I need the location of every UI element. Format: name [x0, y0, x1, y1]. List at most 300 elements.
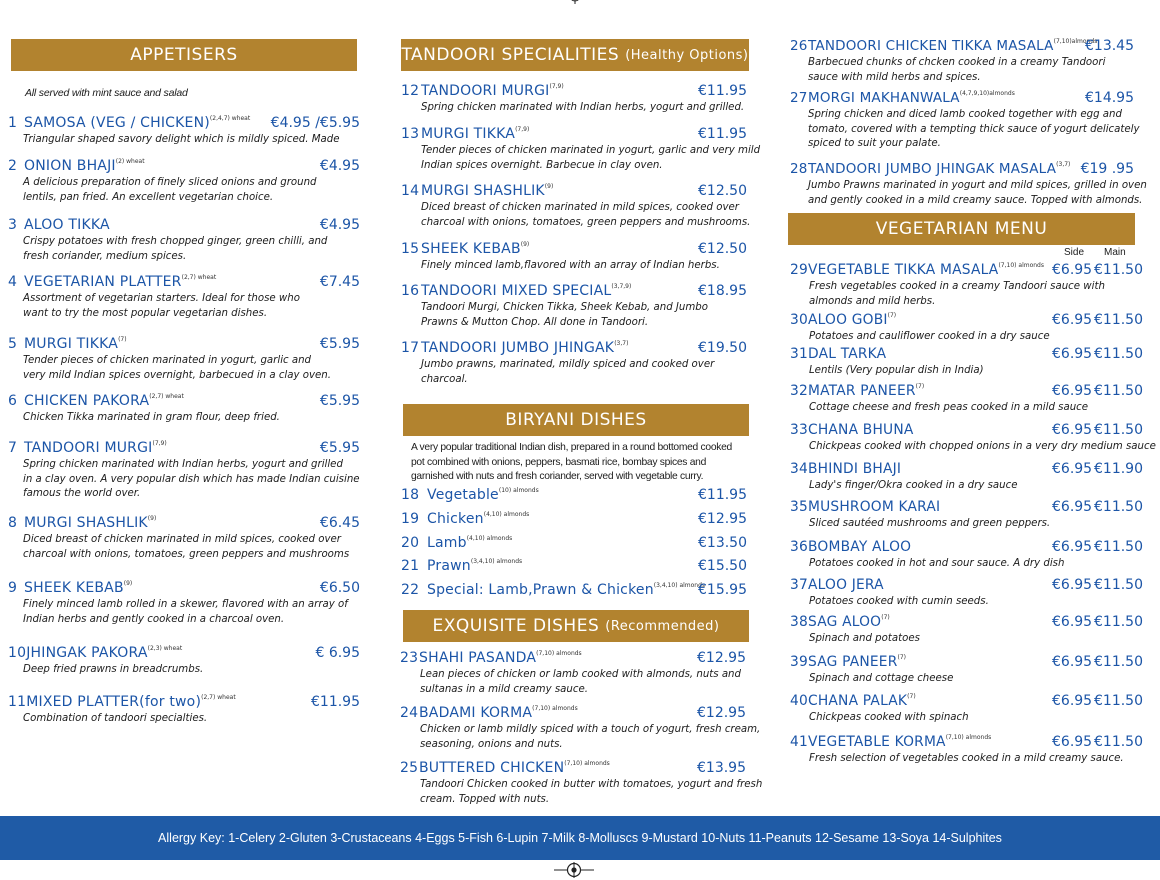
- dish-name-jhingak-pakora: JHINGAK PAKORA: [26, 645, 148, 661]
- menu-item-18: [401, 487, 747, 505]
- side-price: €6.95: [1052, 577, 1093, 593]
- menu-item-12: [401, 83, 747, 116]
- menu-item-25: [400, 760, 763, 807]
- menu-item-row: [790, 38, 1134, 56]
- dish-name-shahi-pasanda: SHAHI PASANDA: [419, 650, 537, 666]
- dish-name-tandoori-mixed-special: TANDOORI MIXED SPECIAL: [421, 283, 612, 299]
- dish-description: in a clay oven. A very popular dish which has made Indian cuisine: [23, 473, 360, 485]
- menu-item-name: [8, 694, 236, 710]
- menu-item-name: [790, 461, 901, 477]
- dish-description: spiced to suit your palate.: [808, 138, 941, 149]
- menu-item-number: 3: [8, 217, 18, 233]
- dish-name-sheek-kebab: SHEEK KEBAB: [421, 241, 521, 257]
- allergen-codes: (9): [544, 183, 554, 190]
- menu-item-name: [401, 83, 564, 99]
- main-price: €11.90: [1094, 461, 1143, 477]
- dish-description: Tandoori Chicken cooked in butter with tomatoes, yogurt and fresh: [420, 779, 763, 790]
- main-column-label: Main: [1104, 247, 1126, 258]
- dish-name-tandoori-chicken-tikka-masala: TANDOORI CHICKEN TIKKA MASALA: [808, 38, 1054, 54]
- menu-item-name: [401, 183, 553, 199]
- menu-item-row: [790, 499, 1143, 517]
- menu-item-number: 13: [401, 126, 420, 142]
- menu-item-27: [790, 90, 1140, 152]
- menu-item-row: [790, 346, 1143, 364]
- menu-item-row: [8, 158, 360, 176]
- menu-item-price: € 6.95: [315, 645, 360, 661]
- side-price: €6.95: [1052, 262, 1093, 278]
- menu-item-number: 16: [401, 283, 420, 299]
- menu-item-34: [790, 461, 1143, 494]
- main-price: €11.50: [1094, 654, 1143, 670]
- menu-item-number: 32: [790, 383, 808, 399]
- dish-description: Tender pieces of chicken marinated in yogurt, garlic and very mild: [421, 145, 761, 156]
- menu-item-name: [8, 115, 250, 131]
- menu-item-row: [790, 654, 1143, 672]
- menu-item-price: €6.50: [319, 580, 360, 596]
- menu-item-6: [8, 393, 360, 426]
- menu-item-2: [8, 158, 360, 205]
- menu-item-number: 29: [790, 262, 808, 278]
- menu-item-name: [401, 511, 529, 527]
- menu-item-name: [790, 539, 911, 555]
- dish-name-badami-korma: BADAMI KORMA: [419, 705, 533, 721]
- menu-item-name: [401, 487, 539, 503]
- menu-item-number: 25: [400, 760, 419, 776]
- dish-description: Spinach and cottage cheese: [809, 673, 954, 684]
- menu-item-price: €13.45: [1085, 38, 1134, 54]
- menu-item-name: [401, 340, 628, 356]
- dish-name-onion-bhaji: ONION BHAJI: [24, 158, 116, 174]
- menu-item-row: [401, 241, 747, 259]
- dish-description: Jumbo prawns, marinated, mildly spiced and cooked over: [421, 359, 715, 370]
- menu-item-number: 31: [790, 346, 808, 362]
- dish-description: Indian spices overnight. Barbecue in clay oven.: [421, 159, 663, 171]
- dish-description: sultanas in a mild creamy sauce.: [420, 683, 588, 695]
- dish-name-special-lamb-prawn-chicken: Special: Lamb,Prawn & Chicken: [427, 582, 654, 598]
- allergen-codes: (9): [123, 580, 133, 587]
- menu-item-row: [400, 650, 746, 668]
- menu-item-24: [400, 705, 761, 752]
- dish-description: seasoning, onions and nuts.: [420, 738, 563, 750]
- dish-name-murgi-tikka: MURGI TIKKA: [24, 336, 119, 352]
- dish-name-morgi-makhanwala: MORGI MAKHANWALA: [808, 90, 960, 106]
- menu-item-28: [790, 161, 1147, 208]
- allergen-codes: (7,9): [515, 126, 530, 133]
- menu-item-number: 9: [8, 580, 18, 596]
- menu-item-price: €11.95: [698, 126, 747, 142]
- menu-item-29: [790, 262, 1143, 309]
- main-price: €11.50: [1094, 734, 1143, 750]
- menu-item-4: [8, 274, 360, 321]
- dish-description: Potatoes cooked in hot and sour sauce. A dry dish: [809, 558, 1065, 569]
- allergy-key-band: [0, 816, 1160, 860]
- menu-item-8: [8, 515, 360, 562]
- dish-description: sauce with mild herbs and spices.: [808, 71, 981, 83]
- menu-item-name: [790, 383, 924, 399]
- menu-item-number: 1: [8, 115, 18, 131]
- menu-item-name: [8, 274, 216, 290]
- menu-item-number: 19: [401, 511, 420, 527]
- menu-item-row: [8, 515, 360, 533]
- menu-item-row: [790, 461, 1143, 479]
- dish-description: Spring chicken marinated with Indian herbs, yogurt and grilled.: [421, 102, 745, 113]
- dish-description: charcoal with onions, tomatoes, green peppers and mushrooms.: [421, 216, 751, 228]
- menu-item-row: [401, 558, 747, 576]
- menu-item-number: 40: [790, 693, 808, 709]
- menu-item-price: €5.95: [319, 393, 360, 409]
- dish-name-buttered-chicken: BUTTERED CHICKEN: [419, 760, 565, 776]
- dish-name-murgi-tikka: MURGI TIKKA: [421, 126, 516, 142]
- dish-name-murgi-shashlik: MURGI SHASHLIK: [421, 183, 545, 199]
- menu-item-price: €4.95: [319, 217, 360, 233]
- menu-item-name: [790, 90, 1015, 106]
- allergen-codes: (4,7,9,10)almonds: [959, 90, 1015, 97]
- menu-item-number: 18: [401, 487, 420, 503]
- menu-item-number: 11: [8, 694, 27, 710]
- exquisite-header: EXQUISITE DISHES (Recommended): [403, 610, 749, 642]
- side-price: €6.95: [1052, 693, 1093, 709]
- allergen-codes: (2) wheat: [115, 158, 145, 165]
- menu-item-row: [790, 577, 1143, 595]
- dish-name-vegetable-korma: VEGETABLE KORMA: [808, 734, 946, 750]
- menu-item-row: [401, 340, 747, 358]
- menu-item-number: 22: [401, 582, 420, 598]
- allergen-codes: (3,7): [1056, 161, 1071, 168]
- allergen-codes: (7): [118, 336, 127, 343]
- dish-name-samosa-veg-chicken: SAMOSA (VEG / CHICKEN): [24, 115, 210, 131]
- menu-item-41: [790, 734, 1143, 767]
- dish-description: Assortment of vegetarian starters. Ideal for those who: [23, 293, 300, 304]
- dish-description: Crispy potatoes with fresh chopped ginger, green chilli, and: [23, 236, 328, 247]
- dish-description: fresh coriander, medium spices.: [23, 250, 187, 262]
- allergen-codes: (7,9): [152, 440, 167, 447]
- menu-item-9: [8, 580, 360, 627]
- main-price: €11.50: [1094, 346, 1143, 362]
- menu-item-row: [401, 535, 747, 553]
- main-price: €11.50: [1094, 383, 1143, 399]
- dish-description: Jumbo Prawns marinated in yogurt and mild spices, grilled in oven: [808, 180, 1147, 191]
- menu-item-price: €13.95: [697, 760, 746, 776]
- menu-item-name: [790, 577, 884, 593]
- menu-item-row: [790, 422, 1143, 440]
- allergen-codes: (7): [915, 383, 925, 390]
- dish-name-sheek-kebab: SHEEK KEBAB: [24, 580, 124, 596]
- menu-item-name: [8, 440, 167, 456]
- dish-description: Chickpeas cooked with chopped onions in a very dry medium sauce: [809, 441, 1156, 452]
- dish-name-chicken: Chicken: [427, 511, 484, 527]
- dish-description: A delicious preparation of finely sliced onions and ground: [23, 177, 317, 188]
- dish-name-dal-tarka: DAL TARKA: [808, 346, 887, 362]
- menu-item-number: 24: [400, 705, 419, 721]
- menu-item-name: [790, 262, 1044, 278]
- menu-item-number: 35: [790, 499, 808, 515]
- menu-item-row: [790, 693, 1143, 711]
- menu-item-name: [790, 346, 886, 362]
- side-price: €6.95: [1052, 539, 1093, 555]
- menu-item-13: [401, 126, 761, 173]
- menu-item-price: €13.50: [698, 535, 747, 551]
- menu-item-number: 27: [790, 90, 808, 106]
- main-price: €11.50: [1094, 422, 1143, 438]
- menu-item-row: [8, 274, 360, 292]
- dish-description: Fresh selection of vegetables cooked in a mild creamy sauce.: [809, 753, 1124, 764]
- menu-item-5: [8, 336, 360, 383]
- menu-item-39: [790, 654, 1143, 687]
- dish-name-mushroom-karai: MUSHROOM KARAI: [808, 499, 941, 515]
- menu-item-name: [8, 645, 182, 661]
- allergen-codes: (3,7,9): [611, 283, 632, 290]
- menu-item-name: [8, 336, 127, 352]
- dish-description: Potatoes and cauliflower cooked in a dry sauce: [809, 331, 1050, 342]
- menu-item-price: €15.50: [698, 558, 747, 574]
- menu-item-name: [8, 393, 184, 409]
- allergen-codes: (7): [907, 693, 916, 700]
- menu-item-number: 41: [790, 734, 808, 750]
- dish-description: Tender pieces of chicken marinated in yogurt, garlic and: [23, 355, 312, 366]
- menu-item-number: 33: [790, 422, 808, 438]
- menu-item-row: [790, 161, 1134, 179]
- allergy-key-text: Allergy Key: 1-Celery 2-Gluten 3-Crustaceans 4-Eggs 5-Fish 6-Lupin 7-Milk 8-Molluscs 9-Mustard 10-Nuts 11-Peanuts 12-Sesame 13-Soya 14-Sulphites: [158, 831, 1002, 845]
- menu-item-name: [790, 38, 1097, 54]
- dish-description: Triangular shaped savory delight which is mildly spiced. Made: [23, 134, 340, 145]
- dish-name-bombay-aloo: BOMBAY ALOO: [808, 539, 912, 555]
- dish-name-bhindi-bhaji: BHINDI BHAJI: [808, 461, 902, 477]
- dish-description: Chicken or lamb mildly spiced with a touch of yogurt, fresh cream,: [420, 724, 761, 735]
- menu-item-name: [8, 515, 156, 531]
- menu-item-row: [401, 283, 747, 301]
- menu-item-price: €6.45: [319, 515, 360, 531]
- dish-description: very mild Indian spices overnight, barbecued in a clay oven.: [23, 369, 331, 381]
- menu-item-row: [790, 383, 1143, 401]
- main-price: €11.50: [1094, 577, 1143, 593]
- dish-name-aloo-jera: ALOO JERA: [808, 577, 884, 593]
- menu-item-16: [401, 283, 747, 330]
- dish-name-aloo-gobi: ALOO GOBI: [808, 312, 888, 328]
- menu-item-number: 14: [401, 183, 420, 199]
- menu-item-price: €7.45: [319, 274, 360, 290]
- menu-item-price: €12.95: [698, 511, 747, 527]
- allergen-codes: (4,10) almonds: [466, 535, 513, 542]
- dish-description: Fresh vegetables cooked in a creamy Tandoori sauce with: [809, 281, 1105, 292]
- menu-item-32: [790, 383, 1143, 416]
- menu-item-number: 7: [8, 440, 18, 456]
- menu-item-row: [790, 262, 1143, 280]
- menu-item-17: [401, 340, 747, 387]
- main-price: €11.50: [1094, 262, 1143, 278]
- dish-description: charcoal.: [421, 373, 468, 385]
- dish-description: Lean pieces of chicken or lamb cooked with almonds, nuts and: [420, 669, 741, 680]
- menu-item-name: [401, 283, 631, 299]
- menu-item-row: [400, 760, 746, 778]
- dish-name-tandoori-jumbo-jhingak-masala: TANDOORI JUMBO JHINGAK MASALA: [808, 161, 1057, 177]
- dish-name-vegetarian-platter: VEGETARIAN PLATTER: [24, 274, 182, 290]
- allergen-codes: (7,10)almonds: [1053, 38, 1098, 45]
- dish-description: Lady's finger/Okra cooked in a dry sauce: [809, 480, 1018, 491]
- dish-description: Finely minced lamb,flavored with an array of Indian herbs.: [421, 260, 720, 271]
- menu-item-33: [790, 422, 1156, 455]
- dish-description: Diced breast of chicken marinated in mild spices, cooked over: [421, 202, 739, 213]
- menu-item-number: 26: [790, 38, 808, 54]
- menu-item-number: 6: [8, 393, 18, 409]
- dish-description: Potatoes cooked with cumin seeds.: [809, 596, 989, 607]
- menu-item-price: €12.50: [698, 183, 747, 199]
- menu-item-row: [401, 487, 747, 505]
- allergen-codes: (4,10) almonds: [483, 511, 530, 518]
- menu-item-21: [401, 558, 747, 576]
- menu-item-price: €15.95: [698, 582, 747, 598]
- menu-item-number: 36: [790, 539, 808, 555]
- dish-description: Diced breast of chicken marinated in mild spices, cooked over: [23, 534, 341, 545]
- dish-description: Tandoori Murgi, Chicken Tikka, Sheek Kebab, and Jumbo: [421, 302, 709, 313]
- menu-item-price: €18.95: [698, 283, 747, 299]
- dish-name-matar-paneer: MATAR PANEER: [808, 383, 916, 399]
- main-price: €11.50: [1094, 614, 1143, 630]
- menu-item-name: [401, 558, 522, 574]
- menu-item-11: [8, 694, 360, 727]
- menu-item-name: [400, 705, 578, 721]
- side-price: €6.95: [1052, 383, 1093, 399]
- dish-description: Prawns & Mutton Chop. All done in Tandoori.: [421, 316, 649, 328]
- allergen-codes: (7,10) almonds: [564, 760, 610, 767]
- menu-item-14: [401, 183, 751, 230]
- dish-name-chicken-pakora: CHICKEN PAKORA: [24, 393, 150, 409]
- menu-item-22: [401, 582, 747, 600]
- menu-item-name: [401, 241, 529, 257]
- menu-item-price: €5.95: [319, 440, 360, 456]
- allergen-codes: (2,7) wheat: [149, 393, 184, 400]
- dish-name-murgi-shashlik: MURGI SHASHLIK: [24, 515, 148, 531]
- compass-ornament-top-icon: [563, 0, 587, 6]
- allergen-codes: (2,3) wheat: [147, 645, 183, 652]
- dish-description: Sliced sautéed mushrooms and green peppers.: [809, 518, 1051, 529]
- dish-name-aloo-tikka: ALOO TIKKA: [24, 217, 110, 233]
- allergen-codes: (7,10) almonds: [945, 734, 992, 741]
- dish-description: Indian herbs and gently cooked in a charcoal oven.: [23, 613, 285, 625]
- menu-item-price: €14.95: [1085, 90, 1134, 106]
- vegetarian-header: VEGETARIAN MENU: [788, 213, 1135, 245]
- dish-name-sag-paneer: SAG PANEER: [808, 654, 898, 670]
- menu-item-number: 8: [8, 515, 18, 531]
- menu-item-36: [790, 539, 1143, 572]
- main-price: €11.50: [1094, 312, 1143, 328]
- side-price: €6.95: [1052, 312, 1093, 328]
- dish-name-chana-bhuna: CHANA BHUNA: [808, 422, 914, 438]
- dish-description: charcoal with onions, tomatoes, green peppers and mushrooms: [23, 548, 350, 560]
- menu-item-price: €19.50: [698, 340, 747, 356]
- side-price: €6.95: [1052, 734, 1093, 750]
- menu-item-number: 34: [790, 461, 808, 477]
- dish-description: Cottage cheese and fresh peas cooked in a mild sauce: [809, 402, 1089, 413]
- dish-name-mixed-platter-for-two: MIXED PLATTER(for two): [26, 694, 202, 710]
- allergen-codes: (10) almonds: [498, 487, 539, 494]
- menu-item-price: €11.95: [311, 694, 360, 710]
- menu-item-7: [8, 440, 360, 502]
- allergen-codes: (9): [147, 515, 157, 522]
- allergen-codes: (7,9): [549, 83, 564, 90]
- menu-item-row: [401, 511, 747, 529]
- dish-description: Barbecued chunks of chcken cooked in a creamy Tandoori: [808, 57, 1106, 68]
- menu-item-name: [790, 422, 914, 438]
- dish-description: and gently cooked in a mild creamy sauce. Topped with almonds.: [808, 194, 1143, 206]
- dish-description: Combination of tandoori specialties.: [23, 713, 208, 724]
- menu-item-3: [8, 217, 360, 264]
- menu-item-26: [790, 38, 1134, 85]
- menu-item-row: [401, 126, 747, 144]
- dish-description: Chickpeas cooked with spinach: [809, 712, 969, 723]
- biryani-intro: A very popular traditional Indian dish, prepared in a round bottomed cooked pot combined with onions, peppers, basmati rice, bombay spices and garnished with nuts and fresh coriander, served with vegetable curry.: [411, 442, 732, 482]
- compass-ornament-icon: [554, 861, 594, 880]
- menu-item-row: [8, 393, 360, 411]
- menu-item-name: [790, 654, 906, 670]
- menu-item-1: [8, 115, 360, 148]
- dish-description: Deep fried prawns in breadcrumbs.: [23, 664, 204, 675]
- menu-item-number: 23: [400, 650, 419, 666]
- menu-item-name: [790, 734, 991, 750]
- menu-item-number: 5: [8, 336, 18, 352]
- main-price: €11.50: [1094, 539, 1143, 555]
- menu-item-38: [790, 614, 1143, 647]
- menu-item-number: 4: [8, 274, 18, 290]
- main-price: €11.50: [1094, 693, 1143, 709]
- side-column-label: Side: [1064, 247, 1085, 258]
- allergen-codes: (2,4,7) wheat: [209, 115, 251, 122]
- menu-item-price: €4.95: [319, 158, 360, 174]
- allergen-codes: (7): [897, 654, 907, 661]
- menu-item-10: [8, 645, 360, 678]
- menu-item-price: €12.95: [697, 650, 746, 666]
- menu-item-name: [790, 499, 940, 515]
- menu-item-number: 21: [401, 558, 420, 574]
- appetisers-note: All served with mint sauce and salad: [25, 87, 188, 99]
- biryani-header: BIRYANI DISHES: [403, 404, 749, 436]
- menu-item-number: 15: [401, 241, 420, 257]
- menu-item-row: [401, 183, 747, 201]
- menu-item-row: [8, 694, 360, 712]
- menu-item-name: [790, 161, 1070, 177]
- dish-description: Spring chicken marinated with Indian herbs, yogurt and grilled: [23, 459, 343, 470]
- menu-item-name: [400, 760, 610, 776]
- menu-item-23: [400, 650, 746, 697]
- dish-description: Chicken Tikka marinated in gram flour, deep fried.: [23, 412, 280, 423]
- menu-item-number: 39: [790, 654, 808, 670]
- menu-item-number: 2: [8, 158, 18, 174]
- dish-description: almonds and mild herbs.: [809, 295, 936, 307]
- side-price: €6.95: [1052, 499, 1093, 515]
- dish-name-vegetable: Vegetable: [427, 487, 499, 503]
- dish-name-tandoori-murgi: TANDOORI MURGI: [421, 83, 550, 99]
- menu-item-name: [8, 217, 110, 233]
- menu-item-name: [8, 580, 132, 596]
- menu-item-number: 10: [8, 645, 27, 661]
- menu-item-19: [401, 511, 747, 529]
- side-price: €6.95: [1052, 614, 1093, 630]
- menu-item-name: [401, 582, 705, 598]
- menu-item-row: [8, 440, 360, 458]
- menu-item-price: €4.95 /€5.95: [270, 115, 360, 131]
- dish-description: cream. Topped with nuts.: [420, 793, 550, 805]
- menu-item-name: [401, 126, 529, 142]
- menu-item-37: [790, 577, 1143, 610]
- menu-item-name: [790, 693, 916, 709]
- menu-item-row: [8, 580, 360, 598]
- allergen-codes: (7,10) almonds: [998, 262, 1044, 269]
- dish-name-vegetable-tikka-masala: VEGETABLE TIKKA MASALA: [808, 262, 999, 278]
- dish-description: famous the world over.: [23, 488, 141, 499]
- allergen-codes: (7,10) almonds: [536, 650, 582, 657]
- menu-item-price: €19 .95: [1080, 161, 1134, 177]
- menu-item-row: [790, 734, 1143, 752]
- menu-item-15: [401, 241, 747, 274]
